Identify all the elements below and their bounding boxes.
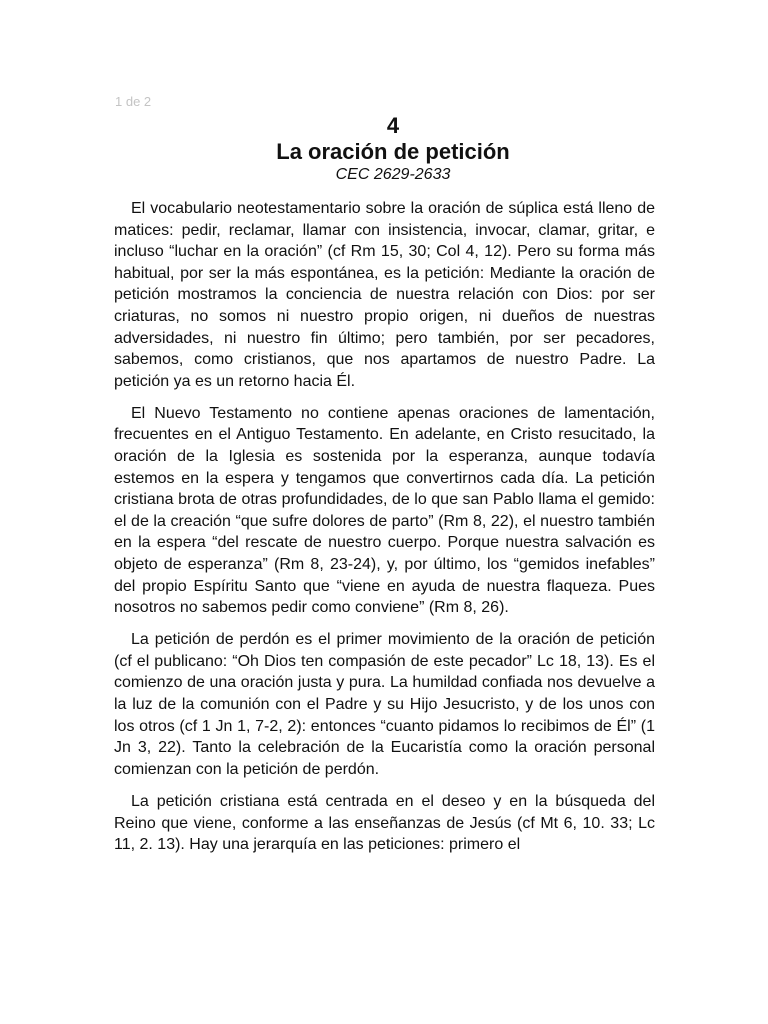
body-text: [114, 198, 655, 866]
paragraph-1: El vocabulario neotestamentario sobre la oración de súplica está lleno de matices: pedir, reclamar, llamar con insistencia, invocar, clamar, gritar, e incluso “luchar en la oración” (cf Rm 15, 30; Col 4, 12). Pero su forma más habitual, por ser la más espontánea, es la petición: Mediante la oración de petición mostramos la conciencia de nuestra relación con Dios: por ser criaturas, no somos ni nuestro propio origen, ni dueños de nuestras adversidades, ni nuestro fin último; pero también, por ser pecadores, sabemos, como cristianos, que nos apartamos de nuestro Padre. La petición ya es un retorno hacia Él.: [114, 200, 655, 390]
page-indicator: 1 de 2: [115, 94, 152, 109]
chapter-reference: CEC 2629-2633: [335, 166, 451, 183]
paragraph-4: La petición cristiana está centrada en el deseo y en la búsqueda del Reino que viene, conforme a las enseñanzas de Jesús (cf Mt 6, 10. 33; Lc 11, 2. 13). Hay una jerarquía en las peticiones: primero el: [114, 792, 655, 854]
chapter-title: La oración de petición: [276, 139, 510, 164]
chapter-number: 4: [386, 113, 400, 138]
paragraph-3: La petición de perdón es el primer movimiento de la oración de petición (cf el publicano: “Oh Dios ten compasión de este pecador” Lc 18, 13). Es el comienzo de una oración justa y pura. La humildad confiada nos devuelve a la luz de la comunión con el Padre y su Hijo Jesucristo, y de los unos con los otros (cf 1 Jn 1, 7-2, 2): entonces “cuanto pidamos lo recibimos de Él” (1 Jn 3, 22). Tanto la celebración de la Eucaristía como la oración personal comienzan con la petición de perdón.: [114, 631, 655, 778]
paragraph-2: El Nuevo Testamento no contiene apenas oraciones de lamentación, frecuentes en el Antiguo Testamento. En adelante, en Cristo resucitado, la oración de la Iglesia es sostenida por la esperanza, aunque todavía estemos en la espera y tengamos que convertirnos cada día. La petición cristiana brota de otras profundidades, de lo que san Pablo llama el gemido: el de la creación “que sufre dolores de parto” (Rm 8, 22), el nuestro también en la espera “del rescate de nuestro cuerpo. Porque nuestra salvación es objeto de esperanza” (Rm 8, 23-24), y, por último, los “gemidos inefables” del propio Espíritu Santo que “viene en ayuda de nuestra flaqueza. Pues nosotros no sabemos pedir como conviene” (Rm 8, 26).: [114, 404, 655, 617]
